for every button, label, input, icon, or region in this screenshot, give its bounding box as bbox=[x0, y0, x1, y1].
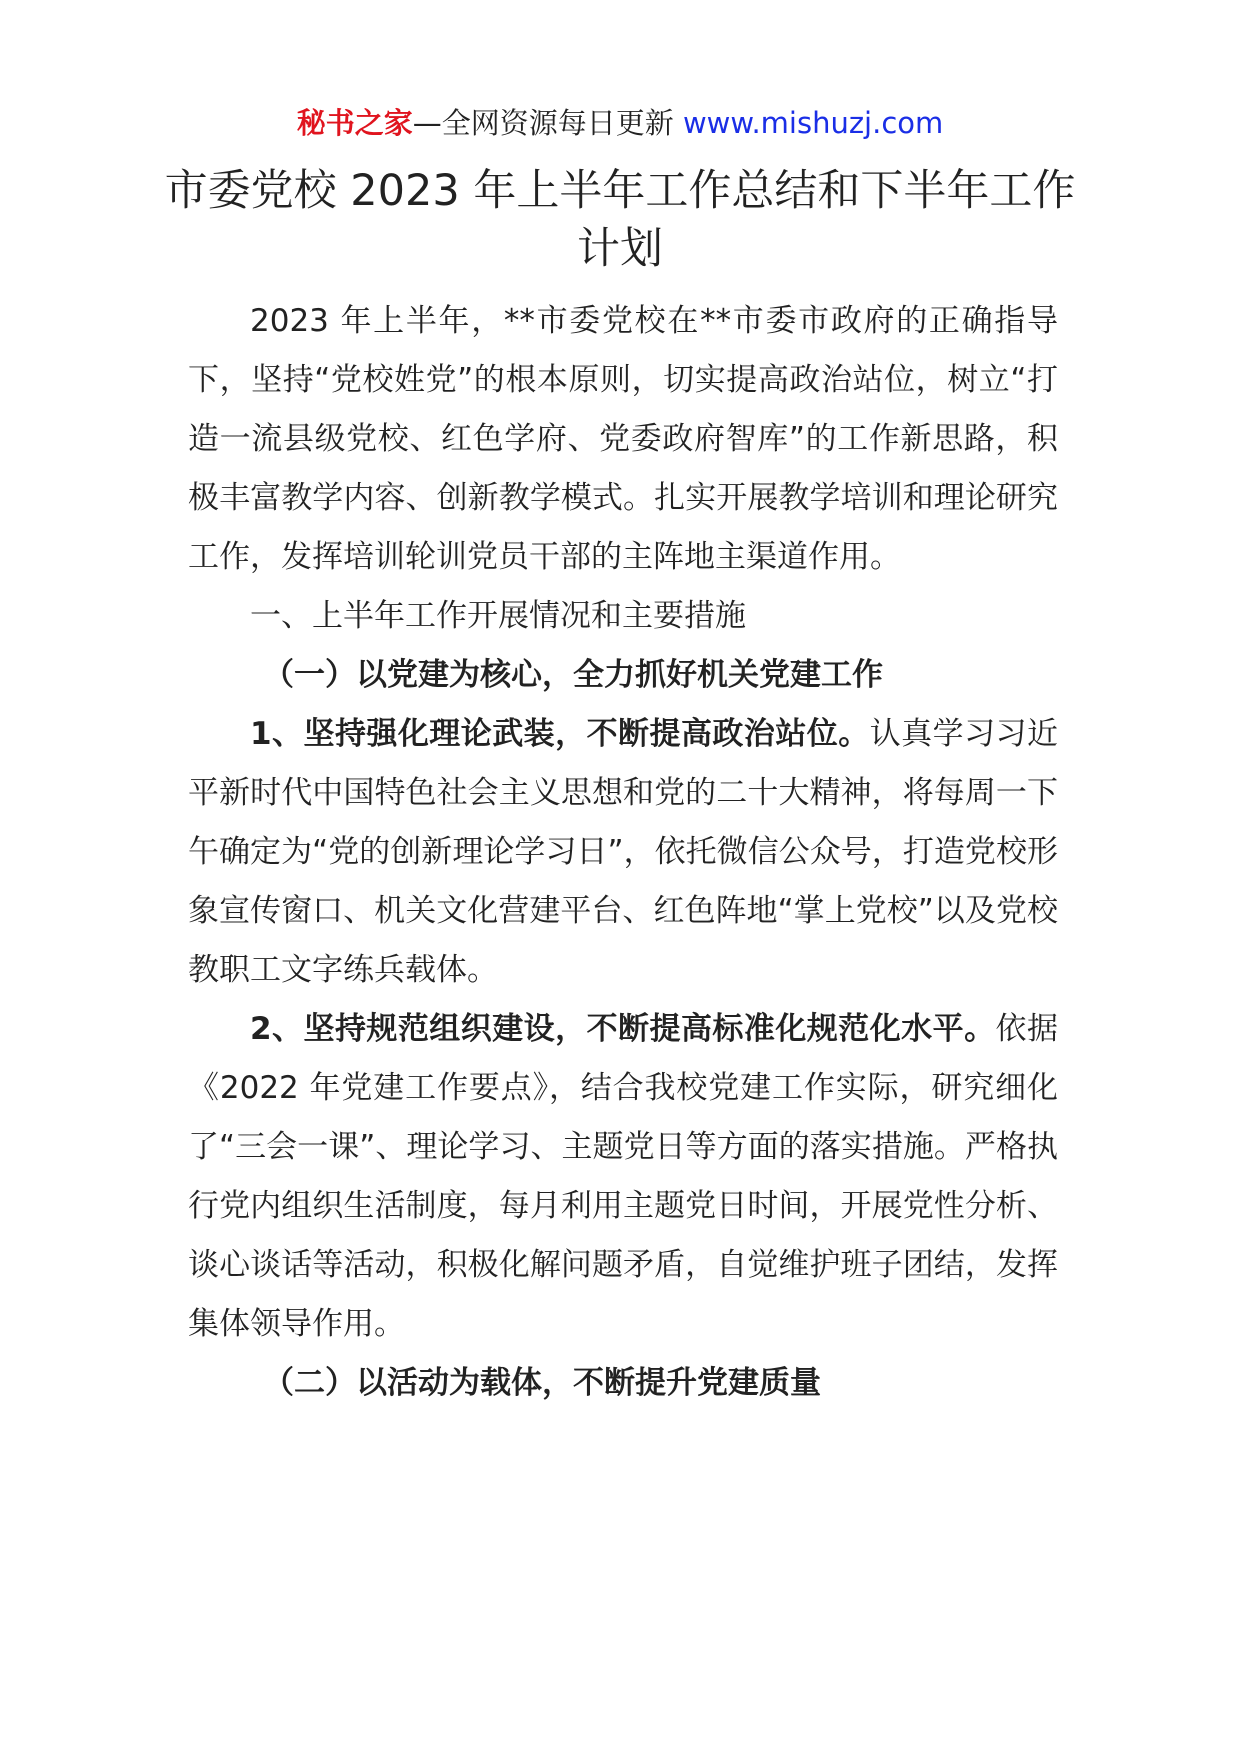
header-slogan: —全网资源每日更新 bbox=[412, 106, 683, 140]
site-url-link[interactable]: www.mishuzj.com bbox=[682, 106, 944, 140]
item-1-text: 认真学习习近平新时代中国特色社会主义思想和党的二十大精神，将每周一下午确定为“党的创新理论学习日”，依托微信公众号，打造党校形象宣传窗口、机关文化营建平台、红色阵地“掌上党校”以及党校教职工文字练兵载体。 bbox=[188, 716, 1059, 988]
item-1-lead: 1、坚持强化理论武装，不断提高政治站位。 bbox=[250, 716, 870, 752]
item-2-text: 依据《2022 年党建工作要点》，结合我校党建工作实际，研究细化了“三会一课”、理论学习、主题党日等方面的落实措施。严格执行党内组织生活制度，每月利用主题党日时间，开展党性分析、谈心谈话等活动，积极化解问题矛盾，自觉维护班子团结，发挥集体领导作用。 bbox=[188, 1011, 1059, 1342]
sub-heading-1: （一）以党建为核心，全力抓好机关党建工作 bbox=[263, 657, 883, 693]
item-1-paragraph bbox=[188, 705, 1058, 1000]
item-2-lead: 2、坚持规范组织建设，不断提高标准化规范化水平。 bbox=[250, 1011, 996, 1047]
intro-paragraph: 2023 年上半年，**市委党校在**市委市政府的正确指导下，坚持“党校姓党”的根本原则，切实提高政治站位，树立“打造一流县级党校、红色学府、党委政府智库”的工作新思路，积极丰富教学内容、创新教学模式。扎实开展教学培训和理论研究工作，发挥培训轮训党员干部的主阵地主渠道作用。 bbox=[188, 303, 1058, 575]
brand-name: 秘书之家 bbox=[296, 106, 413, 140]
document-title: 市委党校 2023 年上半年工作总结和下半年工作计划 bbox=[164, 166, 1076, 274]
document-body bbox=[188, 292, 1058, 1413]
item-2-paragraph bbox=[188, 1000, 1058, 1354]
sub-heading-2: （二）以活动为载体，不断提升党建质量 bbox=[263, 1365, 821, 1401]
site-header bbox=[0, 103, 1240, 143]
section-heading-1: 一、上半年工作开展情况和主要措施 bbox=[250, 598, 746, 634]
